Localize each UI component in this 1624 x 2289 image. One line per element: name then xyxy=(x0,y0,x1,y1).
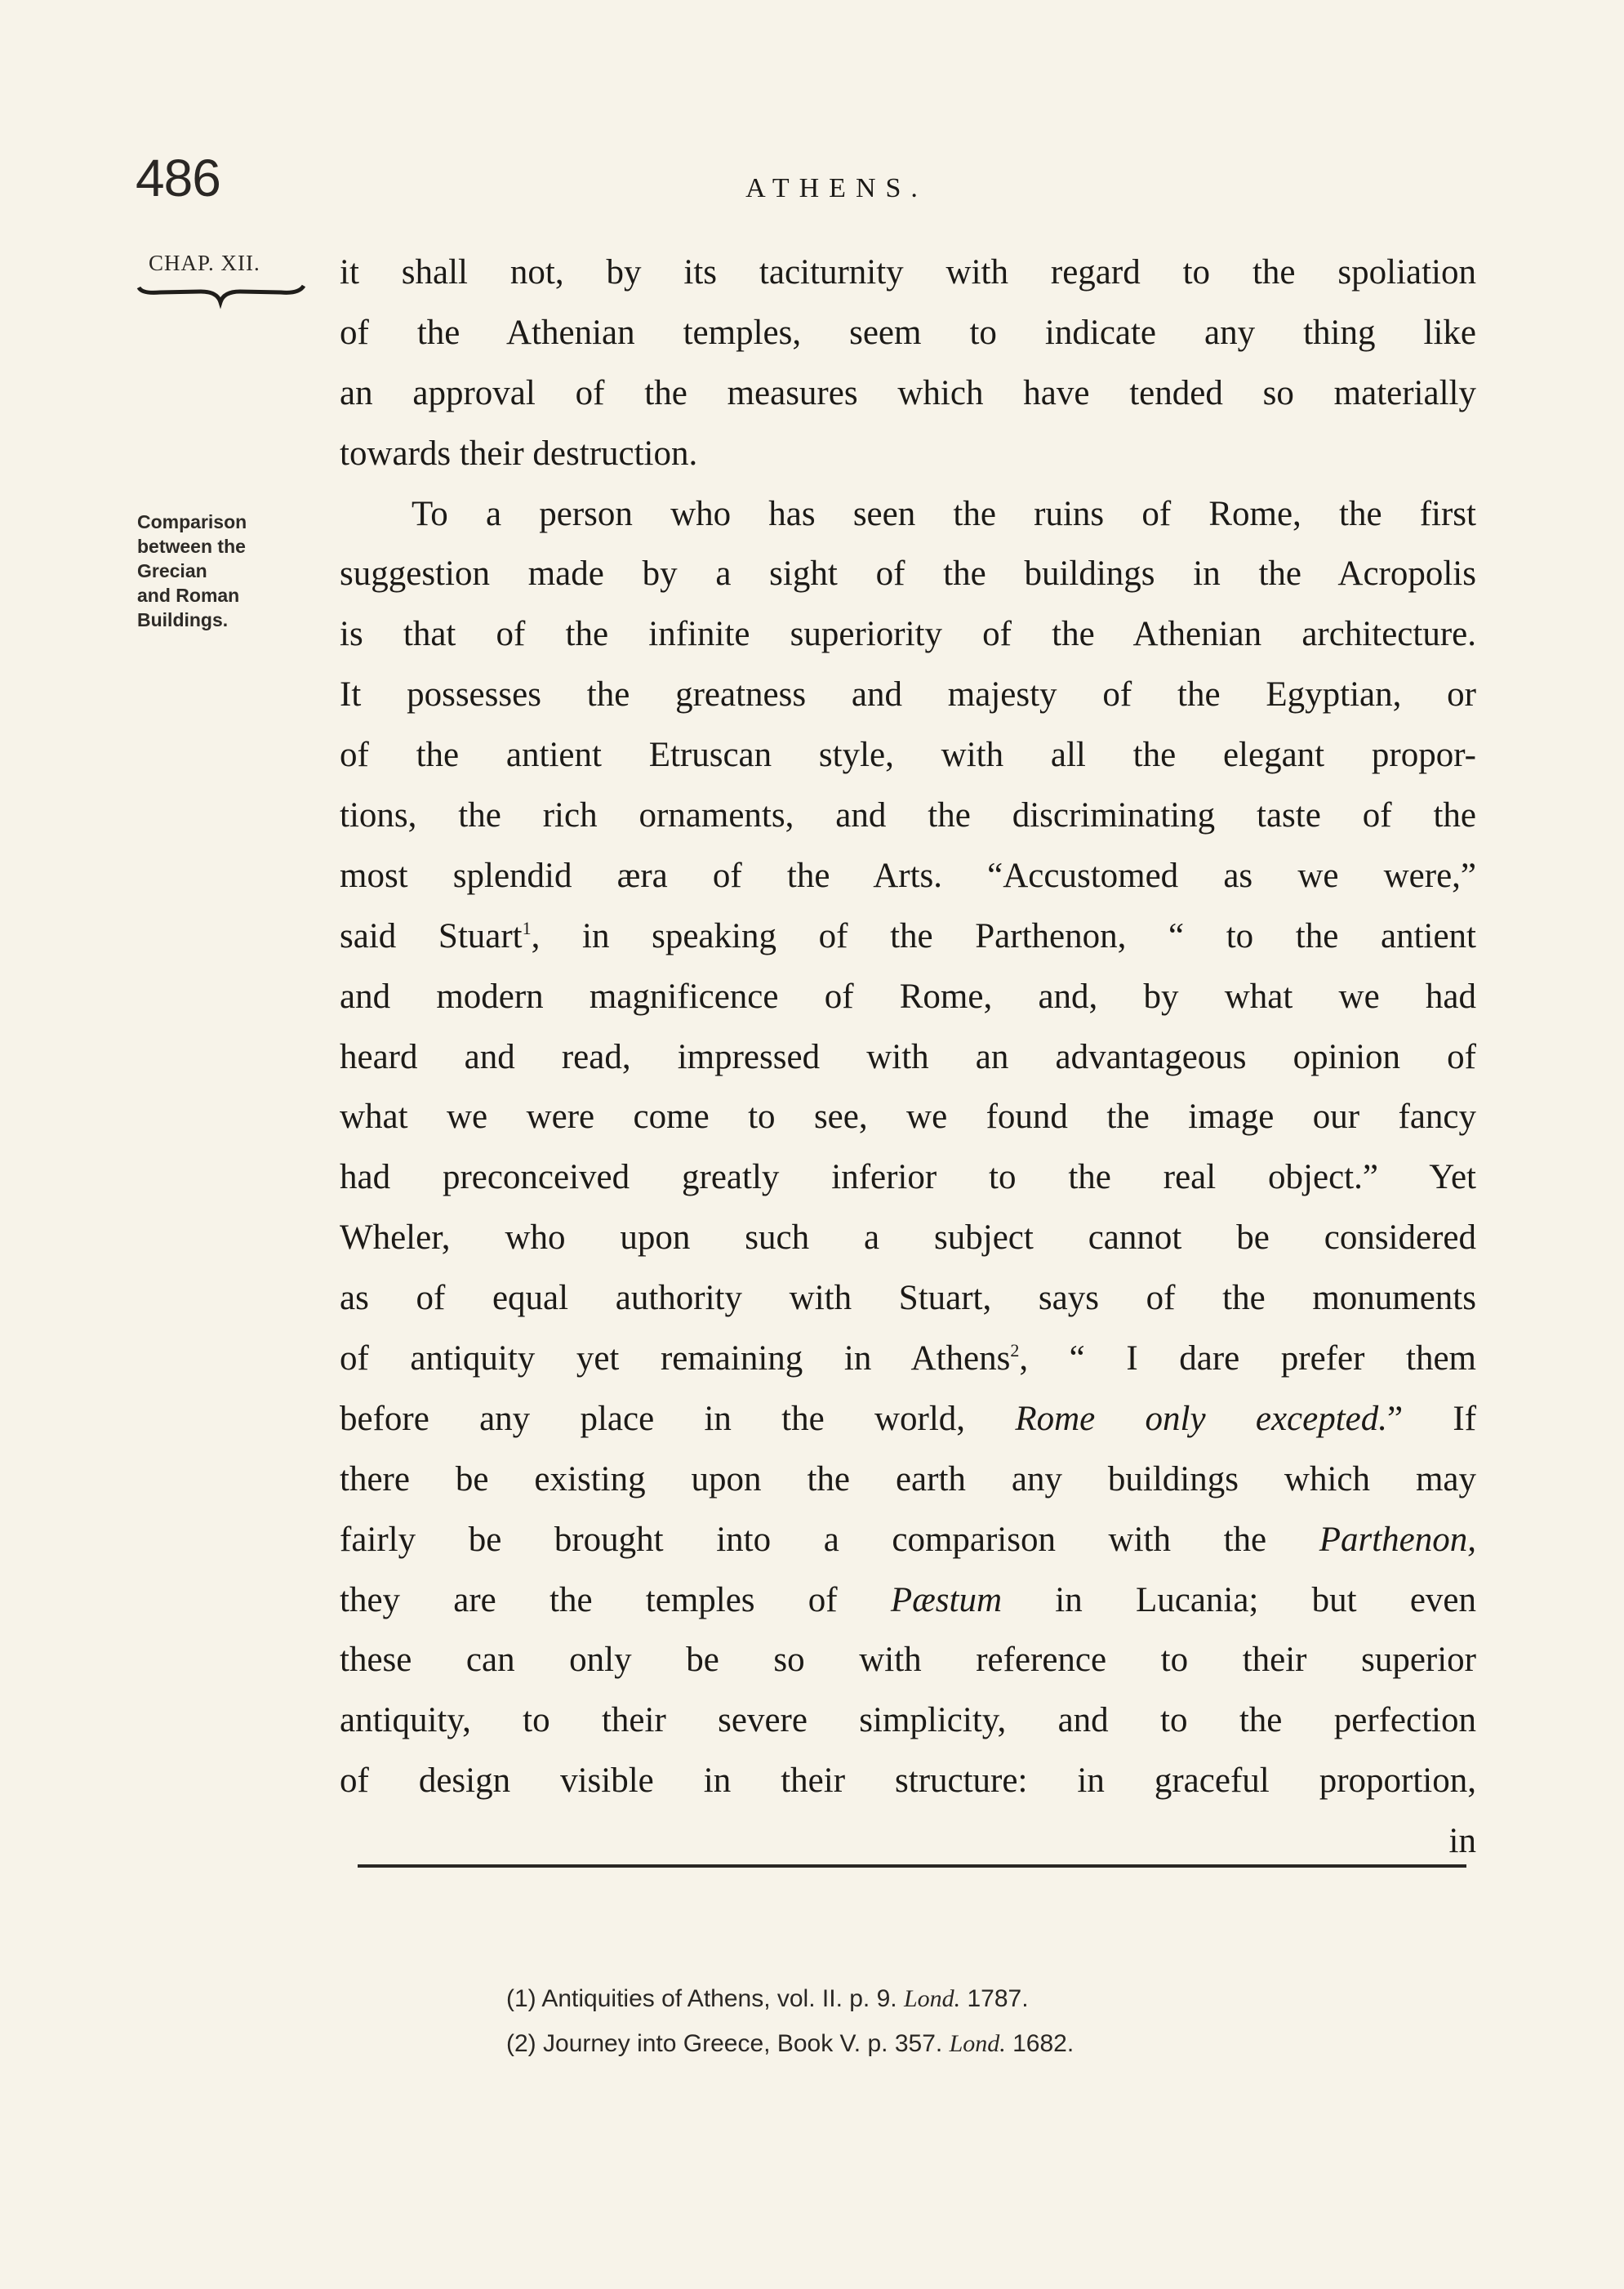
body-text xyxy=(340,248,1476,1877)
text-line xyxy=(340,1395,1476,1455)
text-segment: in Lucania; but even xyxy=(1002,1580,1476,1619)
margin-sidenote xyxy=(137,510,309,632)
footnote-ref-2: 2 xyxy=(1010,1340,1020,1361)
footnote-2 xyxy=(506,2021,1074,2066)
italic-phrase: Pæstum xyxy=(890,1580,1003,1619)
footnote-place: Lond. xyxy=(949,2030,1006,2057)
text-line: of the antient Etruscan style, with all the elegant propor- xyxy=(340,736,1476,775)
footnotes xyxy=(506,1976,1074,2066)
text-line xyxy=(340,1334,1476,1395)
sidenote-line: and Roman xyxy=(137,585,240,606)
text-segment: , “ I dare prefer them xyxy=(1019,1339,1476,1378)
text-line: It possesses the greatness and majesty of the Egyptian, or xyxy=(340,675,1476,715)
text-line: heard and read, impressed with an advantageous opinion of xyxy=(340,1037,1476,1076)
footnote-place: Lond. xyxy=(903,1985,961,2012)
text-segment: ” If xyxy=(1387,1399,1477,1438)
text-segment: of antiquity yet remaining in Athens xyxy=(340,1339,1011,1378)
text-line: these can only be so with reference to their superior xyxy=(340,1641,1476,1680)
text-line: Wheler, who upon such a subject cannot be considered xyxy=(340,1218,1476,1258)
text-line: suggestion made by a sight of the buildings in the Acropolis xyxy=(340,554,1476,594)
text-line xyxy=(340,912,1476,973)
catchword: in xyxy=(1448,1822,1476,1861)
footnote-mark: (2) xyxy=(506,2030,536,2057)
text-line: had preconceived greatly inferior to the real object.” Yet xyxy=(340,1158,1476,1197)
text-line: is that of the infinite superiority of the Athenian architecture. xyxy=(340,615,1476,654)
text-line: as of equal authority with Stuart, says of the monuments xyxy=(340,1279,1476,1318)
italic-phrase: Parthenon, xyxy=(1319,1520,1476,1559)
page-number: 486 xyxy=(136,149,220,207)
footnote-text: Antiquities of Athens, vol. II. p. 9. xyxy=(541,1985,897,2012)
chapter-label: CHAP. XII. xyxy=(149,251,260,275)
sidenote-line: Buildings. xyxy=(137,609,229,630)
text-line: towards their destruction. xyxy=(340,434,698,473)
text-segment: said Stuart xyxy=(340,916,523,955)
text-line: it shall not, by its taciturnity with regard to the spoliation xyxy=(340,253,1476,292)
text-segment: before any place in the world, xyxy=(340,1399,1016,1438)
footnote-rule xyxy=(358,1864,1466,1868)
text-line: tions, the rich ornaments, and the discriminating taste of the xyxy=(340,796,1476,835)
text-line: what we were come to see, we found the image our fancy xyxy=(340,1098,1476,1137)
sidenote-line: between the xyxy=(137,536,246,557)
text-segment: they are the temples of xyxy=(340,1580,891,1619)
text-line: most splendid æra of the Arts. “Accustomed as we were,” xyxy=(340,856,1476,895)
text-line xyxy=(340,1516,1476,1576)
sidenote-line: Comparison xyxy=(137,511,247,532)
text-line xyxy=(340,1576,1476,1637)
text-line: and modern magnificence of Rome, and, by what we had xyxy=(340,977,1476,1016)
text-line: of design visible in their structure: in graceful proportion, xyxy=(340,1761,1476,1801)
sidenote-line: Grecian xyxy=(137,560,207,581)
text-line: antiquity, to their severe simplicity, and to the perfection xyxy=(340,1701,1476,1740)
text-line: of the Athenian temples, seem to indicate any thing like xyxy=(340,313,1476,352)
text-segment: fairly be brought into a comparison with the xyxy=(340,1520,1319,1559)
text-line: an approval of the measures which have tended so materially xyxy=(340,373,1476,412)
paragraph-start-line: To a person who has seen the ruins of Rome, the first xyxy=(412,494,1476,533)
footnote-text: Journey into Greece, Book V. p. 357. xyxy=(543,2030,943,2057)
footnote-ref-1: 1 xyxy=(522,917,532,938)
running-title: ATHENS. xyxy=(745,173,928,203)
chapter-brace-ornament xyxy=(136,281,307,310)
footnote-mark: (1) xyxy=(506,1985,536,2012)
footnote-year: 1682. xyxy=(1012,2030,1075,2057)
footnote-year: 1787. xyxy=(967,1985,1029,2012)
text-line: there be existing upon the earth any buildings which may xyxy=(340,1459,1476,1499)
footnote-1 xyxy=(506,1976,1074,2021)
italic-phrase: Rome only excepted. xyxy=(1015,1399,1387,1438)
text-segment: , in speaking of the Parthenon, “ to the antient xyxy=(531,916,1476,955)
